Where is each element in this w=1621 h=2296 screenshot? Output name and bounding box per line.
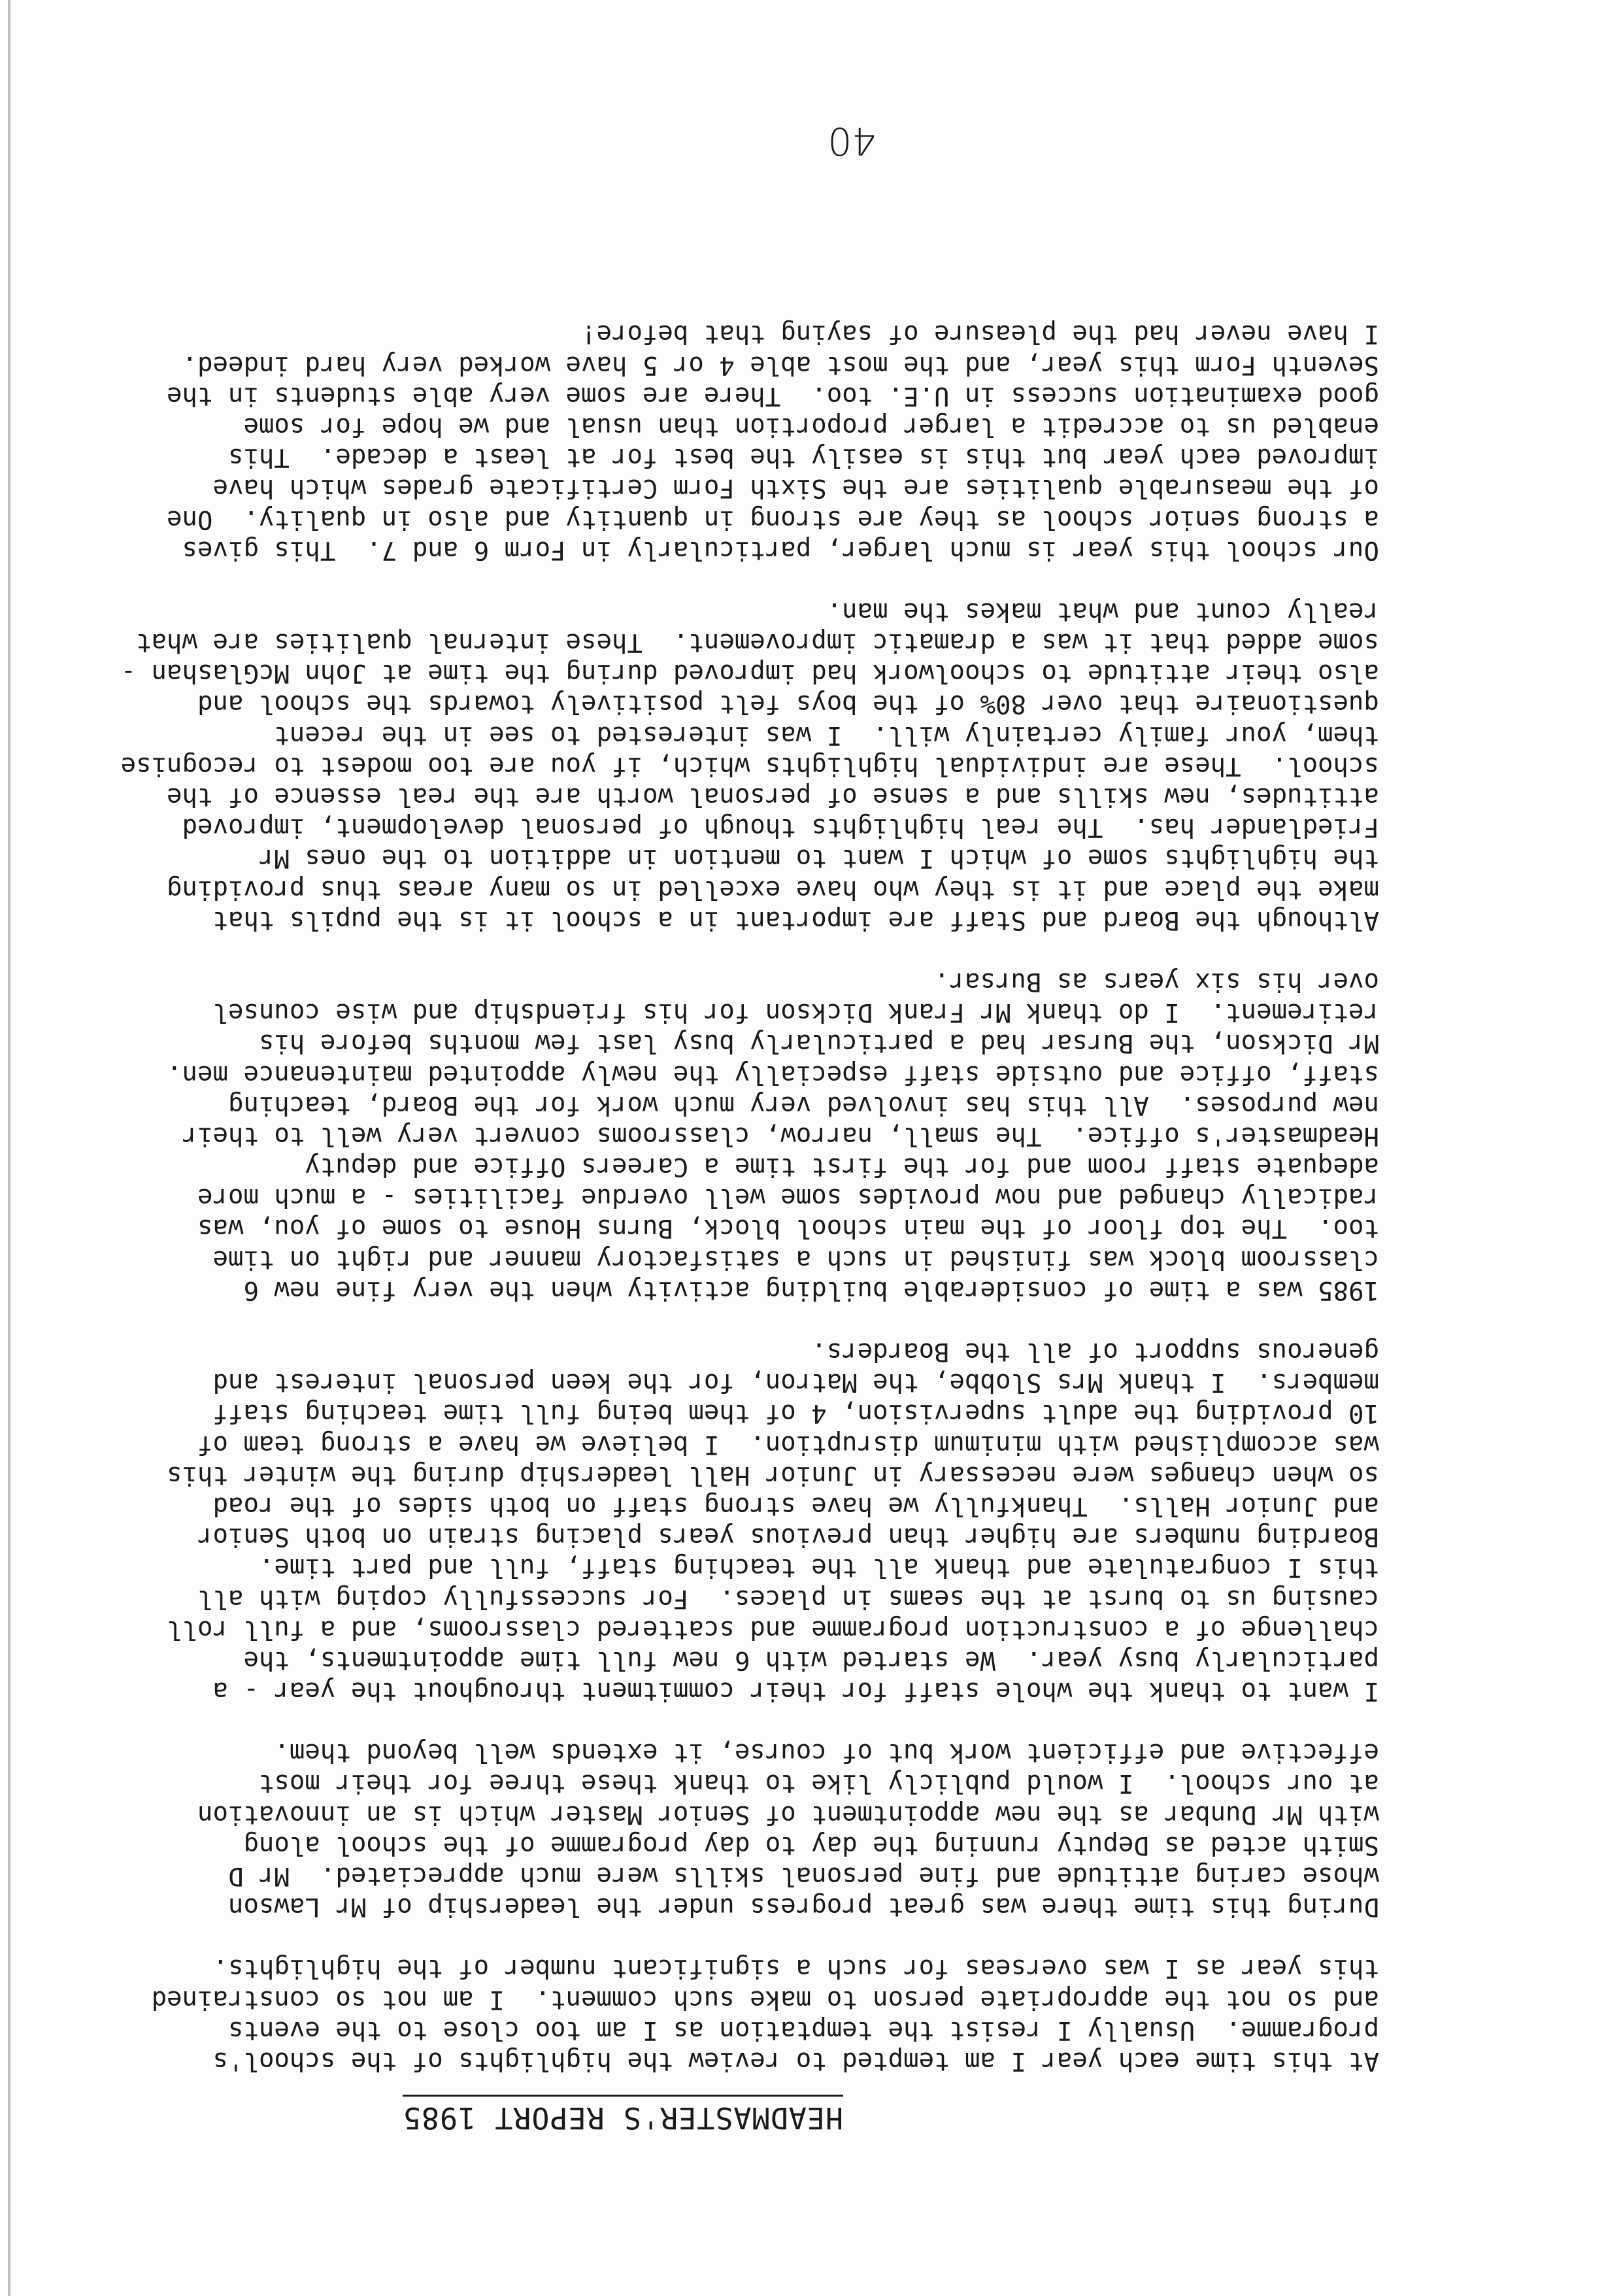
text-line: Our school this year is much larger, particularly in Form 6 and 7. This gives: [182, 535, 1379, 565]
text-line: good examination success in U.E. too. There are some very able students in the: [167, 380, 1379, 411]
text-line: make the place and it is they who have excelled in so many areas thus providing: [167, 874, 1379, 904]
paragraph: [197, 1737, 1379, 1922]
text-line: causing us to burst at the seams in places. For successfully coping with all: [197, 1583, 1379, 1613]
text-line: radically changed and now provides some well overdue facilities - a much more: [197, 1183, 1379, 1213]
text-line: adequate staff room and for the first time a Careers Office and deputy: [305, 1152, 1379, 1182]
text-line: new purposes. All this has involved very much work for the Board, teaching: [228, 1090, 1379, 1120]
report-body: [120, 288, 1379, 2076]
text-line: over his six years as Bursar.: [934, 967, 1379, 996]
text-line: this year as I was overseas for such a significant number of the highlights.: [212, 1953, 1379, 1984]
text-line: Although the Board and Staff are important in a school it is the pupils that: [212, 905, 1379, 935]
paragraph: [151, 1953, 1379, 2076]
text-line: retirement. I do thank Mr Frank Dickson for his friendship and wise counsel: [212, 998, 1379, 1028]
text-line: really count and what makes the man.: [826, 596, 1379, 626]
text-line: was accomplished with minimum disruption. I believe we have a strong team of: [197, 1429, 1379, 1459]
text-line: staff, office and outside staff especially the newly appointed maintenance men.: [167, 1059, 1379, 1089]
text-line: the highlights some of which I want to mention in addition to the ones Mr: [258, 843, 1379, 873]
text-line: effective and efficient work but of course, it extends well beyond them.: [274, 1738, 1379, 1768]
text-line: Mr Dickson, the Bursar had a particularly busy last few months before his: [258, 1028, 1379, 1058]
paragraph: [167, 966, 1379, 1306]
paragraph: [120, 596, 1379, 936]
text-line: improved each year but this is easily the best for at least a decade. This: [228, 443, 1379, 473]
scan-edge-line: [8, 0, 10, 2296]
text-line: some added that it was a dramatic improvement. These internal qualities are what: [136, 628, 1379, 658]
text-line: also their attitude to schoolwork had improved during the time at John McGlashan -: [120, 658, 1379, 688]
text-line: school. These are individual highlights which, if you are too modest to recognise: [120, 751, 1379, 781]
text-line: at our school. I would publicly like to thank these three for their most: [258, 1768, 1379, 1798]
text-line: attitudes, new skills and a sense of personal worth are the real essence of the: [167, 782, 1379, 812]
text-line: with Mr Dunbar as the new appointment of Senior Master which is an innovation: [197, 1799, 1379, 1829]
text-line: challenge of a construction programme and scattered classrooms, and a full roll: [167, 1614, 1379, 1644]
text-line: and so not the appropriate person to make such comment. I am not so constrained: [151, 1984, 1379, 2014]
text-line: a strong senior school as they are strong in quantity and also in quality. One: [167, 504, 1379, 534]
text-line: 10 providing the adult supervision, 4 of them being full time teaching staff: [212, 1398, 1379, 1428]
text-line: classroom block was finished in such a satisfactory manner and right on time: [212, 1244, 1379, 1274]
text-line: and Junior Halls. Thankfully we have strong staff on both sides of the road: [212, 1491, 1379, 1521]
text-line: Headmaster's office. The small, narrow, classrooms convert very well to their: [182, 1121, 1379, 1151]
text-line: Friedlander has. The real highlights though of personal development, improved: [182, 813, 1379, 843]
text-line: Boarding numbers are higher than previous years placing strain on both Senior: [197, 1522, 1379, 1552]
page-number: 40: [827, 119, 876, 163]
text-line: I want to thank the whole staff for their commitment throughout the year - a: [212, 1676, 1379, 1706]
text-line: generous support of all the Boarders.: [811, 1337, 1379, 1367]
text-line: of the measurable qualities are the Sixth Form Certificate grades which have: [212, 473, 1379, 503]
text-line: members. I thank Mrs Slobbe, the Matron, for the keen personal interest and: [212, 1368, 1379, 1398]
report-title: HEADMASTER'S REPORT 1985: [403, 2095, 843, 2135]
text-line: this I congratulate and thank all the teaching staff, full and part time.: [258, 1553, 1379, 1583]
text-line: so when changes were necessary in Junior Hall leadership during the winter this: [167, 1460, 1379, 1490]
text-line: too. The top floor of the main school block, Burns House to some of you, was: [197, 1213, 1379, 1243]
text-line: enabled us to accredit a larger proportion than usual and we hope for some: [243, 412, 1379, 441]
text-line: questionaire that over 80% of the boys felt positively towards the school and: [197, 689, 1379, 719]
text-line: Smith acted as Deputy running the day to day programme of the school along: [243, 1830, 1379, 1860]
text-line: I have never had the pleasure of saying that before!: [581, 319, 1379, 349]
text-line: 1985 was a time of considerable building activity when the very fine new 6: [243, 1275, 1379, 1305]
text-line: During this time there was great progress under the leadership of Mr Lawson: [228, 1892, 1379, 1922]
paragraph: [167, 1336, 1379, 1706]
text-line: programme. Usually I resist the temptation as I am too close to the events: [228, 2015, 1379, 2045]
text-line: At this time each year I am tempted to review the highlights of the school's: [212, 2046, 1379, 2076]
text-line: them, your family certainly will. I was interested to see in the recent: [274, 720, 1379, 750]
text-line: Seventh Form this year, and the most able 4 or 5 have worked very hard indeed.: [182, 350, 1379, 380]
paragraph: [167, 318, 1379, 566]
text-line: particularly busy year. We started with 6 new full time appointments, the: [243, 1645, 1379, 1675]
text-line: whose caring attitude and fine personal skills were much appreciated. Mr D: [228, 1861, 1379, 1891]
